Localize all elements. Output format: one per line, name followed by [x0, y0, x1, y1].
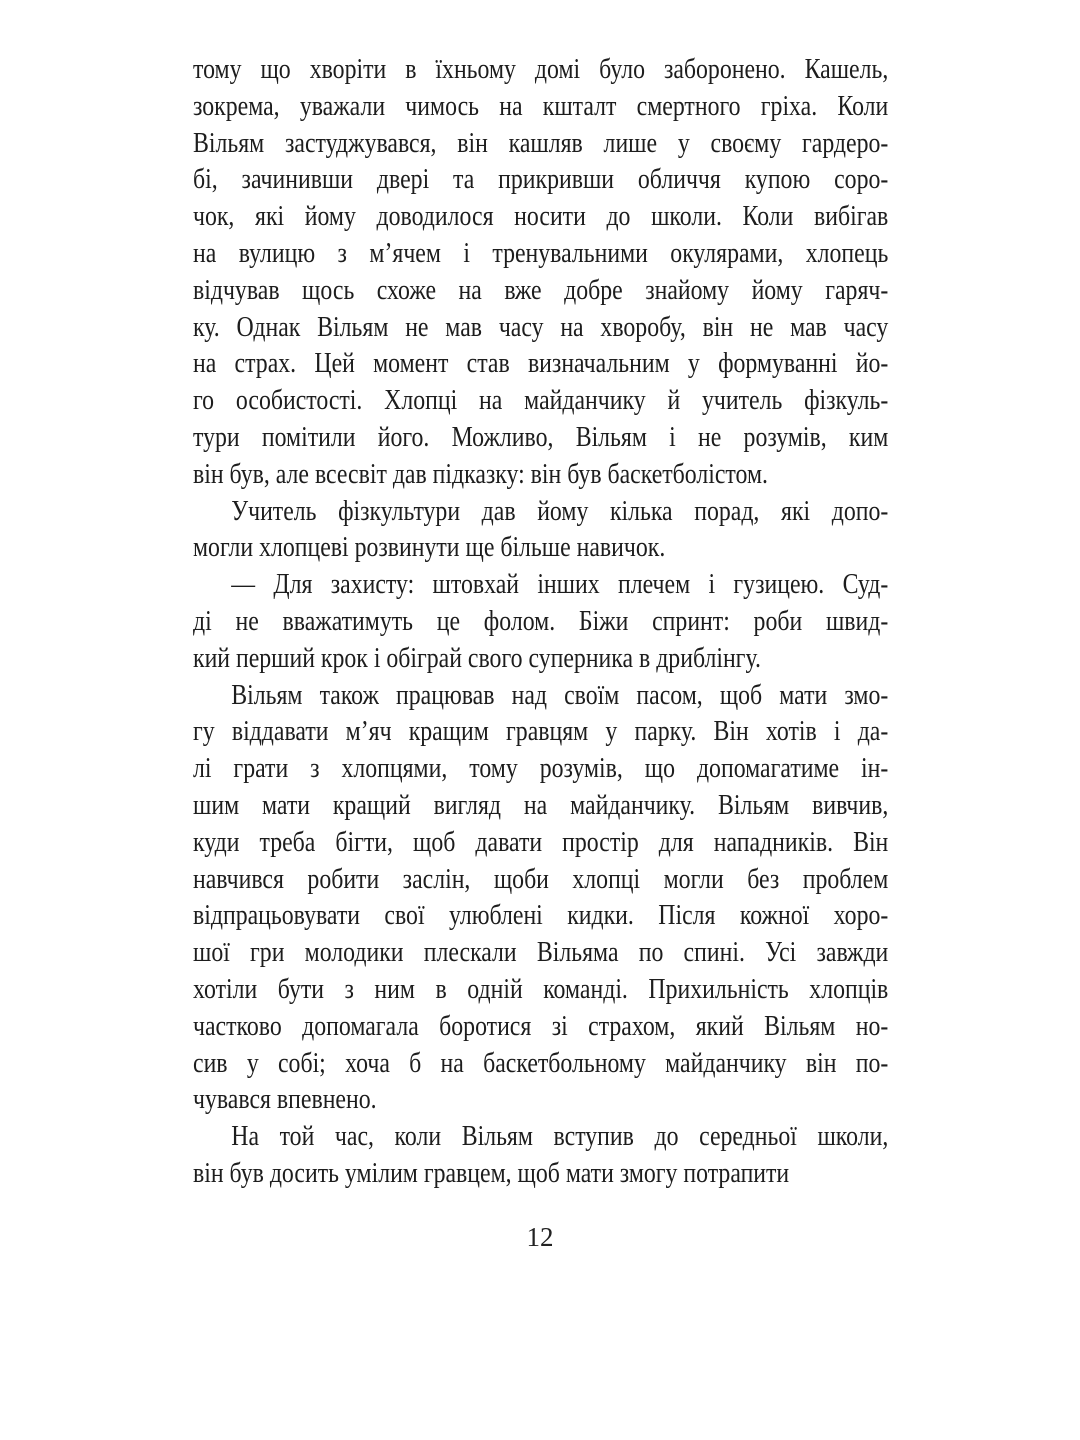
text-line: на вулицю з м’ячем і тренувальними окулярами, хлопець: [193, 237, 889, 269]
page-number: 12: [526, 1222, 554, 1252]
text-line: ді не вважатимуть це фолом. Біжи спринт: роби швид-: [193, 605, 889, 637]
text-line: гу віддавати м’яч кращим гравцям у парку. Він хотів і да-: [193, 716, 889, 748]
paragraph: [193, 678, 888, 1120]
text-line: навчився робити заслін, щоби хлопці могли без проблем: [193, 863, 889, 895]
text-line: він був досить умілим гравцем, щоб мати змогу потрапити: [193, 1157, 790, 1189]
text-line: тури помітили його. Можливо, Вільям і не розумів, ким: [193, 421, 889, 453]
text-line: частково допомагала боротися зі страхом, який Вільям но-: [193, 1010, 889, 1042]
text-line: шої гри молодики плескали Вільяма по спині. Усі завжди: [193, 937, 889, 969]
text-line: відпрацьовувати свої улюблені кидки. Після кожної хоро-: [193, 900, 889, 932]
text-line: могли хлопцеві розвинути ще більше навичок.: [193, 532, 666, 564]
text-line: Учитель фізкультури дав йому кілька порад, які допо-: [231, 495, 889, 527]
text-line: го особистості. Хлопці на майданчику й учитель фізкуль-: [193, 385, 889, 417]
text-line: хотіли бути з ним в одній команді. Прихильність хлопців: [193, 973, 889, 1005]
text-line: чок, які йому доводилося носити до школи. Коли вибігав: [193, 201, 889, 233]
text-line: кий перший крок і обіграй свого суперника в дриблінгу.: [193, 642, 761, 674]
text-line: бі, зачинивши двері та прикривши обличчя купою соро-: [193, 164, 889, 196]
text-line: чувався впевнено.: [193, 1084, 377, 1116]
text-block: [193, 52, 888, 1193]
text-line: він був, але всесвіт дав підказку: він був баскетболістом.: [193, 458, 768, 490]
text-line: Вільям застуджувався, він кашляв лише у своєму гардеро-: [193, 127, 889, 159]
text-line: на страх. Цей момент став визначальним у формуванні йо-: [193, 348, 889, 380]
paragraph: [193, 52, 888, 494]
text-line: Вільям також працював над своїм пасом, щоб мати змо-: [231, 679, 889, 711]
text-line: тому що хворіти в їхньому домі було заборонено. Кашель,: [193, 54, 889, 85]
text-line: шим мати кращий вигляд на майданчику. Вільям вивчив,: [193, 789, 889, 821]
text-line: відчував щось схоже на вже добре знайому йому гаряч-: [193, 274, 889, 306]
paragraph: [193, 567, 888, 677]
paragraph: [193, 1119, 888, 1193]
text-line: лі грати з хлопцями, тому розумів, що допомагатиме ін-: [193, 753, 889, 785]
text-line: — Для захисту: штовхай інших плечем і гузицею. Суд-: [231, 569, 889, 601]
text-line: зокрема, уважали чимось на кшталт смертного гріха. Коли: [193, 90, 889, 122]
text-line: куди треба бігти, щоб давати простір для нападників. Він: [193, 826, 889, 858]
paragraph: [193, 494, 888, 568]
text-line: ку. Однак Вільям не мав часу на хворобу, він не мав часу: [193, 311, 889, 343]
text-line: сив у собі; хоча б на баскетбольному майданчику він по-: [193, 1047, 889, 1079]
text-line: На той час, коли Вільям вступив до середньої школи,: [231, 1121, 889, 1153]
